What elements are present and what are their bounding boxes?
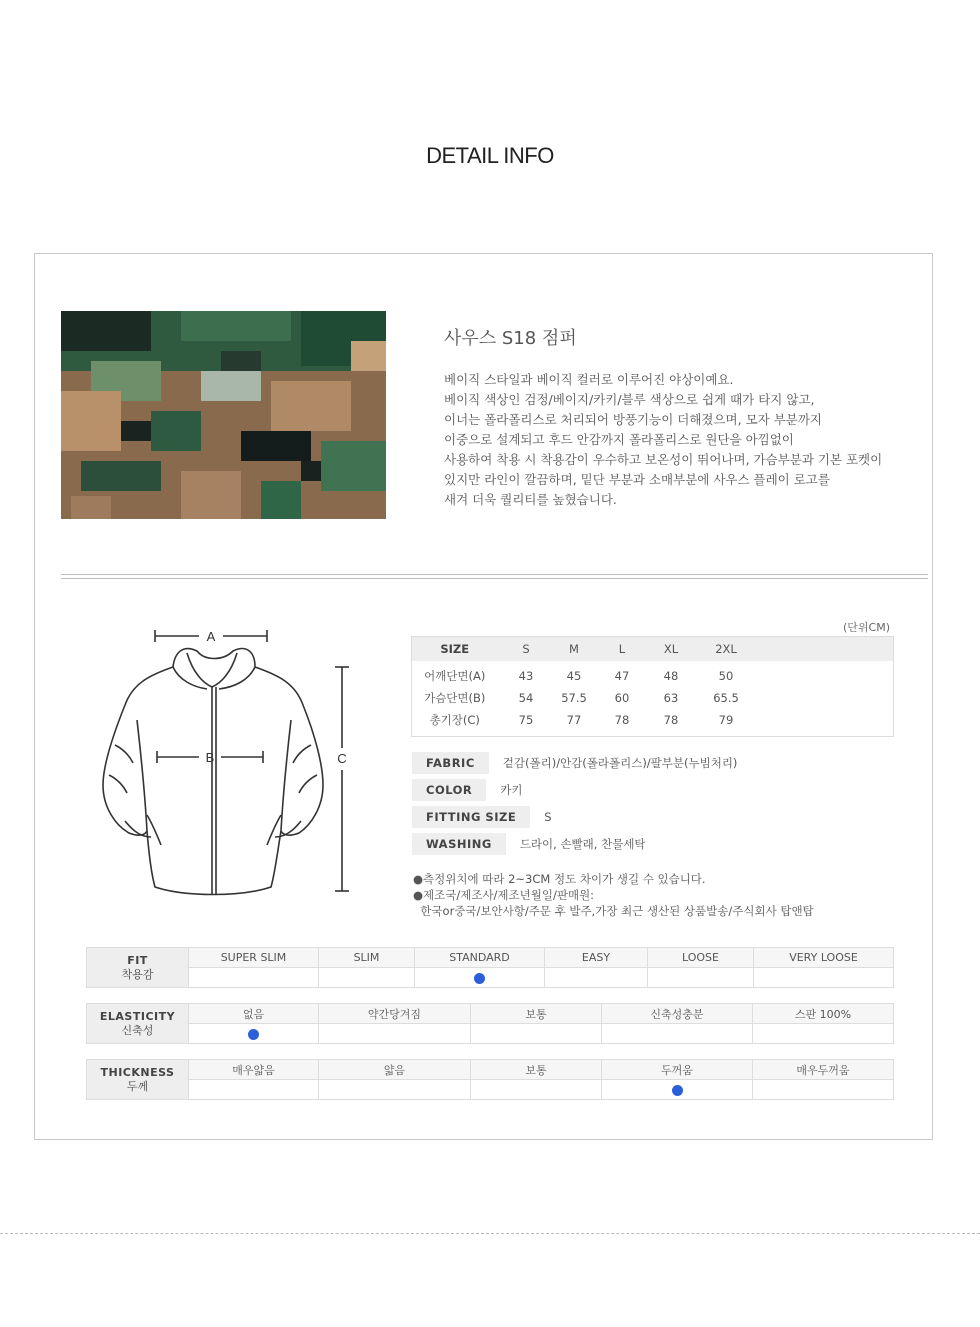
- scale-option: 얇음: [319, 1060, 471, 1080]
- scale-slot: [189, 1024, 319, 1044]
- spec-value: 카키: [500, 783, 523, 797]
- scale-slot: [471, 1024, 602, 1044]
- size-header-cell: XL: [651, 637, 692, 662]
- scale-slot: [189, 968, 319, 988]
- scale-option: 매우두꺼움: [753, 1060, 894, 1080]
- scale-option: 없음: [189, 1004, 319, 1024]
- page-divider: [0, 1233, 980, 1234]
- size-cell: 79: [718, 713, 734, 727]
- scale-option: SUPER SLIM: [189, 948, 319, 968]
- scale-heading-en: THICKNESS: [100, 1065, 175, 1079]
- size-cell: 78: [614, 713, 630, 727]
- size-header-cell: S: [498, 637, 555, 662]
- jacket-outline-icon: [95, 625, 360, 905]
- thickness-scale: [86, 1059, 894, 1100]
- measure-label-a: A: [206, 629, 216, 644]
- scale-option: 약간당겨짐: [319, 1004, 471, 1024]
- scale-slot: [648, 968, 754, 988]
- scale-heading-ko: 신축성: [121, 1023, 154, 1037]
- scale-heading-en: FIT: [127, 953, 148, 967]
- spec-value: S: [544, 810, 552, 824]
- scale-slot: [471, 1080, 602, 1100]
- size-cell: 57.5: [561, 691, 587, 705]
- size-cell: 45: [566, 669, 582, 683]
- note-line: ●제조국/제조사/제조년월일/판매원:: [413, 888, 595, 902]
- description-line: 이중으로 설계되고 후드 안감까지 폴라폴리스로 원단을 아낌없이: [444, 432, 794, 447]
- note-line: 한국or중국/보안사항/주문 후 발주,가장 최근 생산된 상품발송/주식회사 탑앤탑: [413, 904, 814, 918]
- size-cell: 54: [518, 691, 534, 705]
- scale-slot: [602, 1080, 753, 1100]
- scale-slot: [545, 968, 648, 988]
- size-header-cell: L: [594, 637, 651, 662]
- table-row: [412, 687, 894, 709]
- scale-option: STANDARD: [415, 948, 545, 968]
- size-row-label: 가슴단면(B): [424, 691, 486, 705]
- fit-scale: [86, 947, 894, 988]
- scale-heading-ko: 두께: [126, 1079, 149, 1093]
- scale-option: VERY LOOSE: [754, 948, 894, 968]
- size-cell: 48: [663, 669, 679, 683]
- scale-slot: [753, 1024, 894, 1044]
- scale-option: 매우얇음: [189, 1060, 319, 1080]
- spec-color: [412, 779, 522, 801]
- description-line: 베이직 색상인 검정/베이지/카키/블루 색상으로 쉽게 때가 타지 않고,: [444, 392, 815, 407]
- description-line: 사용하여 착용 시 착용감이 우수하고 보온성이 뛰어나며, 가슴부분과 기본 포켓이: [444, 452, 883, 467]
- blue-dot-icon: [474, 973, 485, 984]
- spec-label: WASHING: [412, 833, 506, 855]
- size-header-filler: [761, 637, 894, 662]
- spec-fabric: [412, 752, 737, 774]
- page-title: DETAIL INFO: [426, 143, 554, 168]
- size-filler: [761, 687, 894, 709]
- size-cell: 77: [566, 713, 582, 727]
- scale-slot: [415, 968, 545, 988]
- scale-slot: [754, 968, 894, 988]
- spec-fitting-size: [412, 806, 552, 828]
- product-description: [444, 370, 904, 510]
- scale-heading: [87, 948, 189, 988]
- scale-slot: [319, 1080, 471, 1100]
- scale-option: 스판 100%: [753, 1004, 894, 1024]
- scale-option: EASY: [545, 948, 648, 968]
- size-header-cell: 2XL: [692, 637, 761, 662]
- size-cell: 60: [614, 691, 630, 705]
- size-cell: 43: [518, 669, 534, 683]
- scale-option: 두꺼움: [602, 1060, 753, 1080]
- scale-slot: [319, 1024, 471, 1044]
- measure-label-c: C: [337, 751, 347, 766]
- table-row: [412, 661, 894, 687]
- scale-slot: [753, 1080, 894, 1100]
- spec-value: 겉감(폴리)/안감(폴라폴리스)/팔부분(누빔처리): [502, 756, 738, 770]
- scale-option: 신축성충분: [602, 1004, 753, 1024]
- scale-heading-en: ELASTICITY: [99, 1009, 176, 1023]
- blue-dot-icon: [672, 1085, 683, 1096]
- size-header-cell: M: [555, 637, 594, 662]
- size-cell: 63: [663, 691, 679, 705]
- spec-label: COLOR: [412, 779, 486, 801]
- scale-heading: [87, 1060, 189, 1100]
- size-cell: 78: [663, 713, 679, 727]
- scale-slot: [189, 1080, 319, 1100]
- product-name: 사우스 S18 점퍼: [444, 328, 577, 349]
- size-table: [411, 636, 894, 737]
- scale-option: SLIM: [319, 948, 415, 968]
- spec-label: FITTING SIZE: [412, 806, 530, 828]
- size-cell: 75: [518, 713, 534, 727]
- note-line: ●측정위치에 따라 2~3CM 정도 차이가 생길 수 있습니다.: [413, 872, 706, 886]
- notes: [413, 871, 814, 919]
- scale-option: 보통: [471, 1004, 602, 1024]
- description-line: 이너는 폴라폴리스로 처리되어 방풍기능이 더해졌으며, 모자 부분까지: [444, 412, 822, 427]
- size-cell: 65.5: [713, 691, 739, 705]
- scale-heading-ko: 착용감: [121, 967, 154, 981]
- scale-slot: [602, 1024, 753, 1044]
- size-unit: (단위CM): [843, 621, 891, 634]
- size-row-label: 어깨단면(A): [424, 669, 486, 683]
- blue-dot-icon: [248, 1029, 259, 1040]
- scale-option: LOOSE: [648, 948, 754, 968]
- description-line: 새겨 더욱 퀄리티를 높혔습니다.: [444, 492, 617, 507]
- spec-label: FABRIC: [412, 752, 489, 774]
- spec-washing: [412, 833, 646, 855]
- size-cell: 47: [614, 669, 630, 683]
- spec-value: 드라이, 손빨래, 찬물세탁: [519, 837, 646, 851]
- size-cell: 50: [718, 669, 734, 683]
- size-header-row: [412, 637, 894, 662]
- scale-heading: [87, 1004, 189, 1044]
- section-divider: [61, 574, 928, 579]
- size-filler: [761, 709, 894, 737]
- size-filler: [761, 661, 894, 687]
- scale-option: 보통: [471, 1060, 602, 1080]
- measure-label-b: B: [205, 750, 215, 765]
- size-header-cell: SIZE: [412, 637, 498, 662]
- size-row-label: 총기장(C): [429, 713, 480, 727]
- description-line: 베이직 스타일과 베이직 컬러로 이루어진 야상이예요.: [444, 372, 734, 387]
- elasticity-scale: [86, 1003, 894, 1044]
- table-row: [412, 709, 894, 737]
- fabric-swatch-image: [61, 311, 386, 519]
- description-line: 있지만 라인이 깔끔하며, 밑단 부분과 소매부분에 사우스 플레이 로고를: [444, 472, 830, 487]
- scale-slot: [319, 968, 415, 988]
